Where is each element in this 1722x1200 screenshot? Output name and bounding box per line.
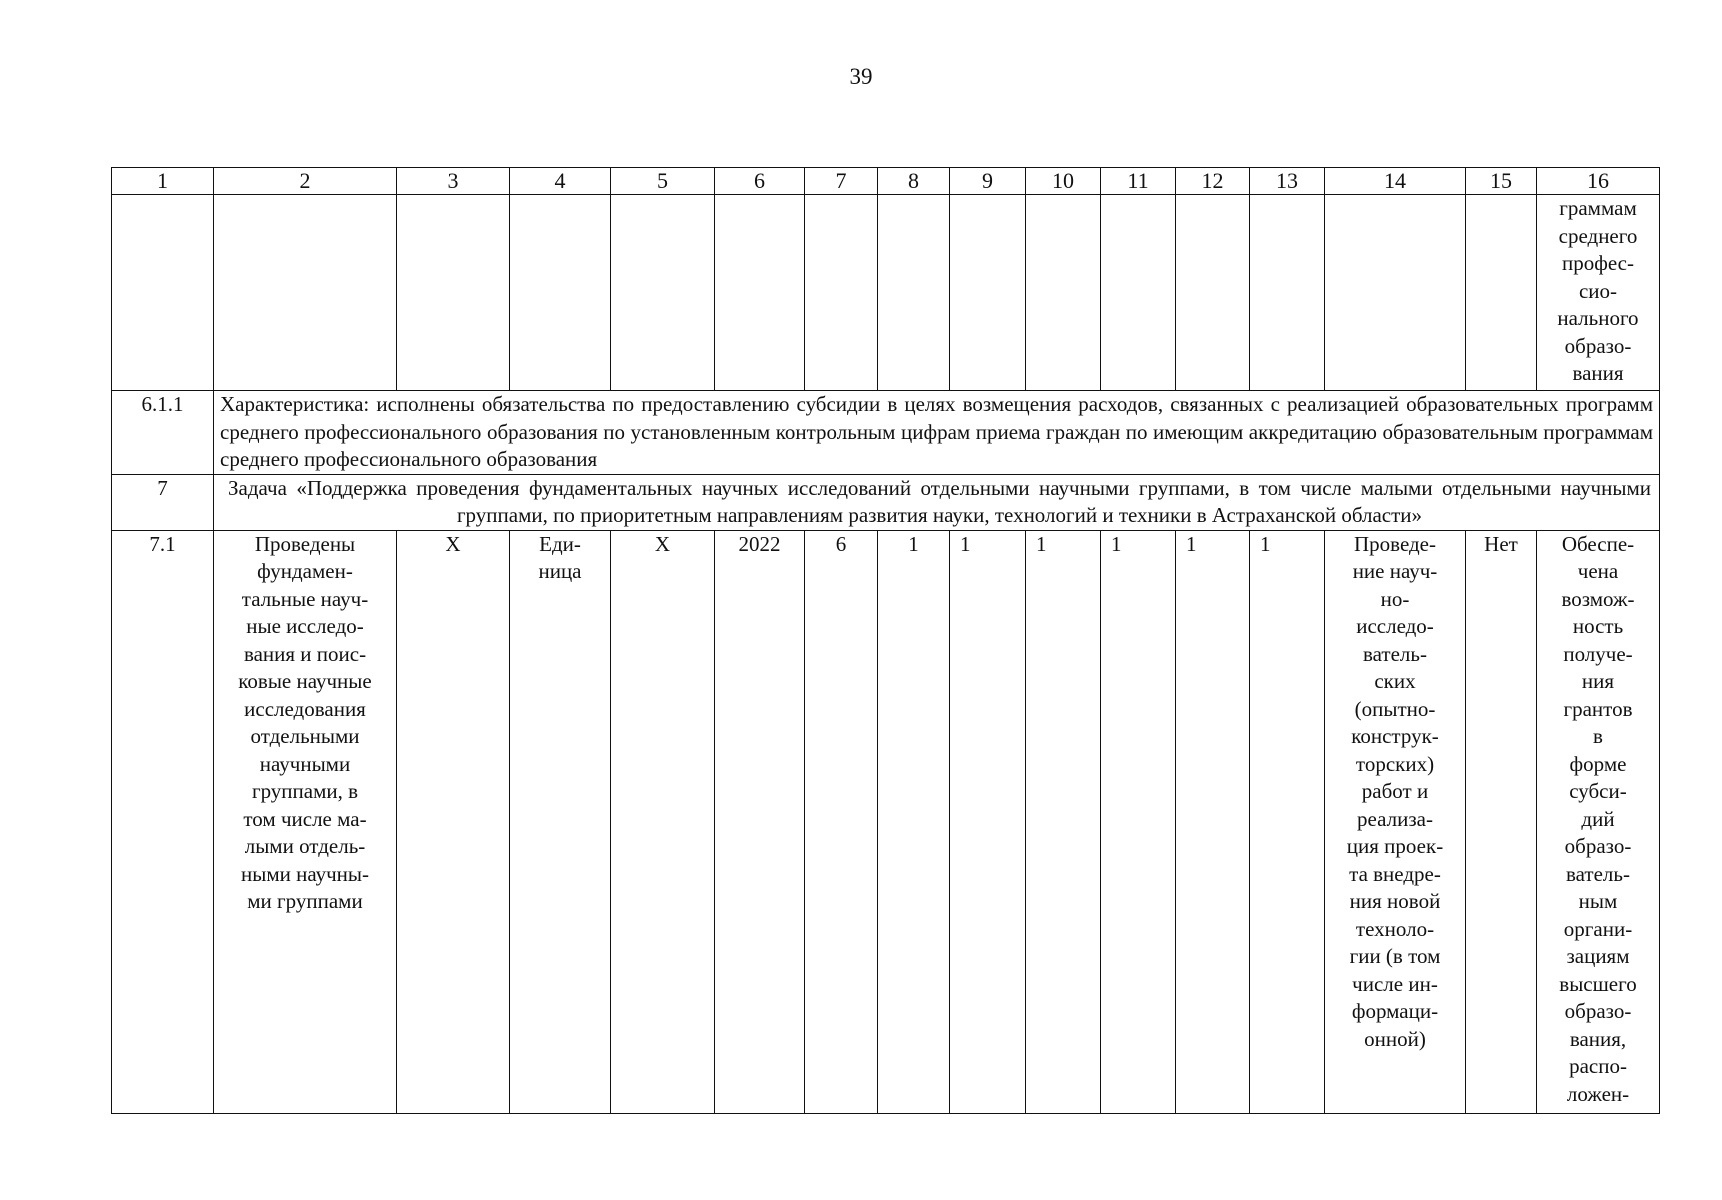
table-cell <box>1026 195 1101 391</box>
table-cell <box>805 195 878 391</box>
table-cell <box>1176 195 1250 391</box>
continuation-text-cell: граммам среднего профес- сио- нального образо- вания <box>1537 195 1660 391</box>
header-cell: 14 <box>1325 168 1466 195</box>
table-cell <box>1325 195 1466 391</box>
value-cell: 1 <box>1176 530 1250 1113</box>
table-cell <box>611 195 715 391</box>
value-cell: 1 <box>1026 530 1101 1113</box>
header-cell: 4 <box>510 168 611 195</box>
value-cell: 1 <box>878 530 950 1113</box>
header-cell: 9 <box>950 168 1026 195</box>
value-cell: 1 <box>950 530 1026 1113</box>
table-row-6-1-1 <box>112 391 1660 475</box>
task-text-cell: Задача «Поддержка проведения фундаментальных научных исследований отдельными научными группами, в том числе малыми отдельными научными группами, по приоритетным направлениям развития науки, технологий и техники в Астраханской области» <box>214 474 1660 530</box>
header-cell: 5 <box>611 168 715 195</box>
table-cell <box>1101 195 1176 391</box>
method-text-cell: Проведе- ние науч- но- исследо- ватель- ских (опытно- конструк- торских) работ и реализа- ция проек- та внедре- ния новой техноло- гии (в том числе ин- формаци- онной) <box>1325 530 1466 1113</box>
table-cell: X <box>397 530 510 1113</box>
indicators-table <box>111 167 1660 1114</box>
unit-cell: Еди- ница <box>510 530 611 1113</box>
header-cell: 16 <box>1537 168 1660 195</box>
table-row-7-1 <box>112 530 1660 1113</box>
table-header-row <box>112 168 1660 195</box>
page-number: 39 <box>849 64 873 89</box>
table-row-7 <box>112 474 1660 530</box>
value-cell: 1 <box>1250 530 1325 1113</box>
table-cell <box>715 195 805 391</box>
header-cell: 10 <box>1026 168 1101 195</box>
header-cell: 15 <box>1466 168 1537 195</box>
table-cell <box>878 195 950 391</box>
row-number-cell: 7 <box>112 474 214 530</box>
table-cell: 6 <box>805 530 878 1113</box>
table-cell: X <box>611 530 715 1113</box>
table-cell <box>1250 195 1325 391</box>
header-cell: 1 <box>112 168 214 195</box>
row-number-cell: 7.1 <box>112 530 214 1113</box>
characteristic-text-cell: Характеристика: исполнены обязательства по предоставлению субсидии в целях возмещения расходов, связанных с реализацией образовательных программ среднего профессионального образования по установленным контрольным цифрам приема граждан по имеющим аккредитацию образовательным программам среднего профессионального образования <box>214 391 1660 475</box>
header-cell: 2 <box>214 168 397 195</box>
table-cell <box>112 195 214 391</box>
table-cell <box>510 195 611 391</box>
header-cell: 3 <box>397 168 510 195</box>
table-row-continuation <box>112 195 1660 391</box>
value-cell: 1 <box>1101 530 1176 1113</box>
result-text-cell: Обеспе- чена возмож- ность получе- ния грантов в форме субси- дий образо- ватель- ным органи- зациям высшего образо- вания, распо- ложен- <box>1537 530 1660 1113</box>
table-cell <box>950 195 1026 391</box>
header-cell: 12 <box>1176 168 1250 195</box>
table-cell <box>1466 195 1537 391</box>
indicator-name-cell: Проведены фундамен- тальные науч- ные исследо- вания и поис- ковые научные исследования отдельными научными группами, в том числе ма- лыми отдель- ными научны- ми группами <box>214 530 397 1113</box>
header-cell: 8 <box>878 168 950 195</box>
header-cell: 7 <box>805 168 878 195</box>
header-cell: 6 <box>715 168 805 195</box>
header-cell: 13 <box>1250 168 1325 195</box>
table-cell: Нет <box>1466 530 1537 1113</box>
header-cell: 11 <box>1101 168 1176 195</box>
table-cell <box>397 195 510 391</box>
row-number-cell: 6.1.1 <box>112 391 214 475</box>
table-cell <box>214 195 397 391</box>
year-cell: 2022 <box>715 530 805 1113</box>
